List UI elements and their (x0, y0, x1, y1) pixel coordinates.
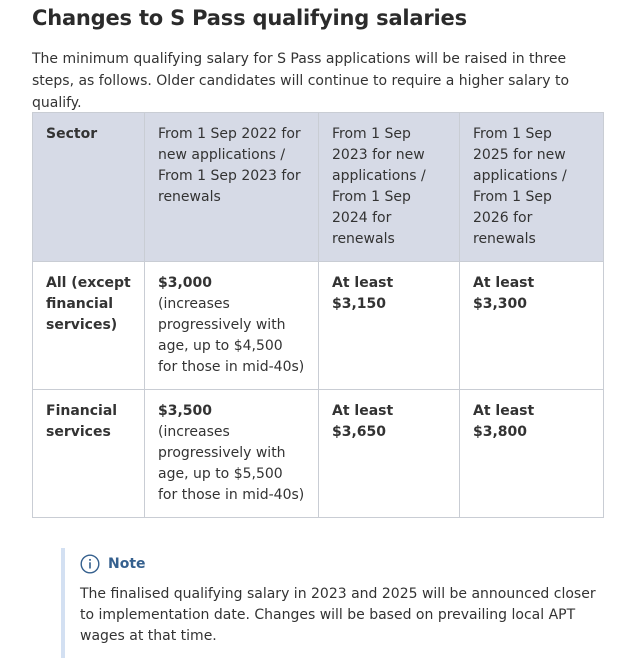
note-callout (61, 548, 601, 658)
salary-cell (460, 262, 604, 390)
salary-amount: $3,000 (158, 275, 213, 291)
header-period-3: From 1 Sep 2025 for new applications / From 1 Sep 2026 for renewals (460, 113, 604, 262)
page-title: Changes to S Pass qualifying salaries (32, 6, 467, 30)
salary-cell (319, 262, 460, 390)
info-icon (80, 554, 100, 574)
header-period-1: From 1 Sep 2022 for new applications / From 1 Sep 2023 for renewals (145, 113, 319, 262)
sector-label: All (except financial services) (46, 275, 131, 333)
note-body: The finalised qualifying salary in 2023 and 2025 will be announced closer to implementation date. Changes will be based on prevailing local APT wages at that time. (80, 586, 596, 644)
salary-cell (145, 262, 319, 390)
sector-label: Financial services (46, 403, 118, 440)
table-row (33, 390, 604, 518)
sector-cell (33, 262, 145, 390)
header-sector: Sector (33, 113, 145, 262)
salary-cell (319, 390, 460, 518)
header-period-2: From 1 Sep 2023 for new applications / From 1 Sep 2024 for renewals (319, 113, 460, 262)
salary-cell (460, 390, 604, 518)
salary-note: (increases progressively with age, up to $5,500 for those in mid-40s) (158, 424, 305, 503)
note-header (80, 554, 601, 574)
salary-amount: $3,500 (158, 403, 213, 419)
table-row (33, 262, 604, 390)
salary-cell (145, 390, 319, 518)
table-header-row (33, 113, 604, 262)
salary-amount: At least $3,650 (332, 403, 394, 440)
salary-amount: At least $3,150 (332, 275, 394, 312)
salary-amount: At least $3,300 (473, 275, 535, 312)
salary-amount: At least $3,800 (473, 403, 535, 440)
note-title: Note (108, 556, 146, 572)
salary-note: (increases progressively with age, up to $4,500 for those in mid-40s) (158, 296, 305, 375)
salary-table (32, 112, 604, 518)
sector-cell (33, 390, 145, 518)
intro-paragraph: The minimum qualifying salary for S Pass applications will be raised in three steps, as follows. Older candidates will continue to require a higher salary to qualify. (32, 51, 570, 111)
